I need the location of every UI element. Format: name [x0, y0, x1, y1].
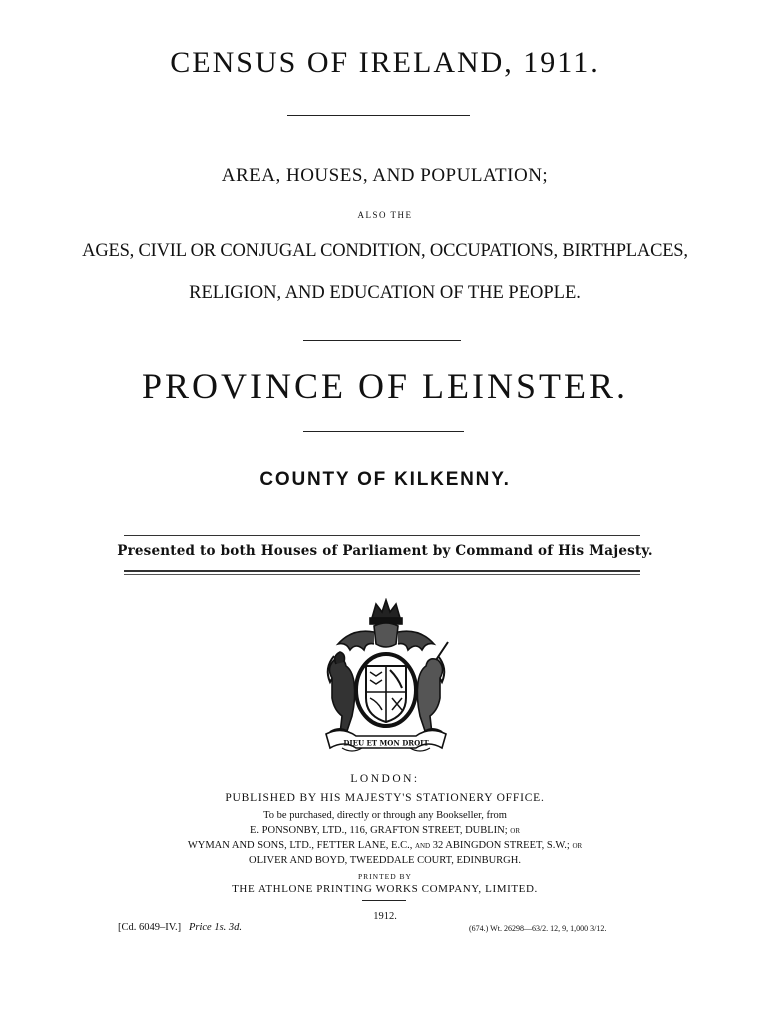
- imprint-ponsonby: E. PONSONBY, LTD., 116, GRAFTON STREET, DUBLIN; or: [249, 825, 520, 836]
- divider-rule-1: [287, 115, 470, 116]
- command-number: [Cd. 6049–IV.]: [118, 922, 182, 933]
- command-number-and-price: [118, 922, 242, 933]
- province-title: PROVINCE OF LEINSTER.: [141, 366, 629, 406]
- topics-line-1: AGES, CIVIL OR CONJUGAL CONDITION, OCCUPATIONS, BIRTHPLACES,: [82, 241, 688, 261]
- divider-rule-4: [362, 900, 406, 901]
- census-title: CENSUS OF IRELAND, 1911.: [170, 46, 600, 79]
- divider-rule-2: [303, 340, 461, 341]
- imprint-printed-by: PRINTED BY: [358, 872, 412, 881]
- imprint-year: 1912.: [373, 911, 397, 922]
- report-subtitle: AREA, HOUSES, AND POPULATION;: [221, 165, 549, 186]
- presented-statement: Presented to both Houses of Parliament by Command of His Majesty.: [117, 543, 653, 559]
- imprint-printer: THE ATHLONE PRINTING WORKS COMPANY, LIMITED.: [232, 883, 538, 895]
- imprint-publisher: PUBLISHED BY HIS MAJESTY'S STATIONERY OFFICE.: [225, 792, 545, 804]
- print-code: (674.) Wt. 26298—63/2. 12, 9, 1,000 3/12.: [469, 924, 607, 933]
- royal-coat-of-arms: [312, 598, 460, 758]
- crest-motto: DIEU ET MON DROIT: [343, 738, 429, 748]
- imprint-purchase-note: To be purchased, directly or through any Bookseller, from: [263, 810, 507, 821]
- divider-rule-3: [303, 431, 464, 432]
- county-title: COUNTY OF KILKENNY.: [259, 469, 511, 490]
- imprint-wyman: WYMAN AND SONS, LTD., FETTER LANE, E.C., and 32 ABINGDON STREET, S.W.; or: [187, 840, 583, 851]
- imprint-city: LONDON:: [350, 773, 420, 785]
- imprint-oliver: OLIVER AND BOYD, TWEEDDALE COURT, EDINBURGH.: [249, 855, 521, 866]
- topics-line-2: RELIGION, AND EDUCATION OF THE PEOPLE.: [189, 283, 581, 303]
- also-the-label: ALSO THE: [357, 210, 413, 220]
- price: Price 1s. 3d.: [188, 922, 243, 933]
